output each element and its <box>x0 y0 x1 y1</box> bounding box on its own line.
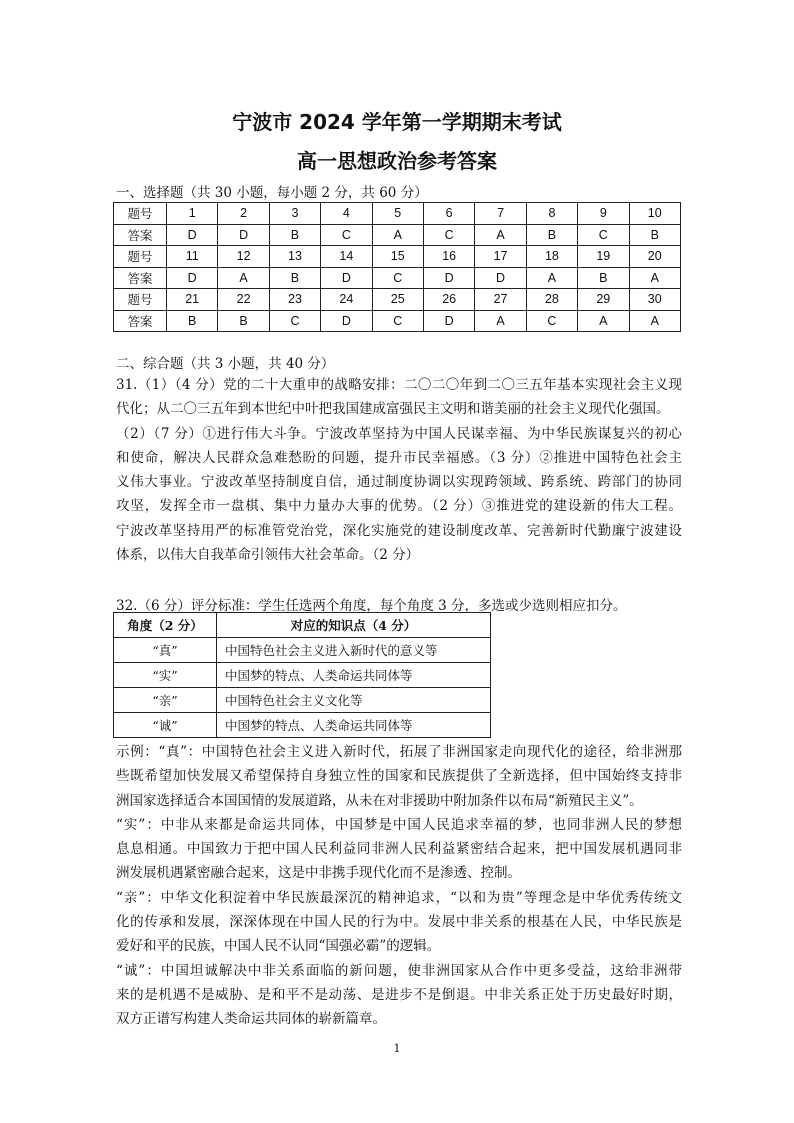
text-line: 洲发展机遇紧密融合起来，这是中非携手现代化而不是渗透、控制。 <box>116 865 521 882</box>
table-cell: “诚” <box>114 713 217 738</box>
text-line: “诚”：中国坦诚解决中非关系面临的新问题，使非洲国家从合作中更多受益，这给非洲带 <box>116 962 682 979</box>
text-line: （2）（7 分）①进行伟大斗争。宁波改革坚持为中国人民谋幸福、为中华民族谋复兴的初心 <box>116 425 682 442</box>
table-cell: 22 <box>218 289 269 311</box>
table-cell: A <box>629 310 680 332</box>
table-cell: 5 <box>372 203 423 225</box>
question-31-answer <box>116 373 682 567</box>
table-cell: C <box>269 310 320 332</box>
table-cell: B <box>578 267 629 289</box>
table-cell: 答案 <box>114 267 167 289</box>
table-cell: C <box>372 267 423 289</box>
text-line: “实”：中非从来都是命运共同体，中国梦是中国人民追求幸福的梦，也同非洲人民的梦想 <box>116 816 682 833</box>
table-cell: 30 <box>629 289 680 311</box>
text-line: 义伟大事业。宁波改革坚持制度自信，通过制度协调以实现跨领域、跨系统、跨部门的协同 <box>116 474 682 491</box>
table-cell: C <box>321 224 372 246</box>
table-cell: A <box>526 267 577 289</box>
table-cell: D <box>218 224 269 246</box>
section-2-heading: 二、综合题（共 3 小题，共 40 分） <box>116 356 335 372</box>
table-cell: 15 <box>372 246 423 268</box>
table-cell: D <box>475 267 526 289</box>
text-line: 体系，以伟大自我革命引领伟大社会革命。（2 分） <box>116 547 420 564</box>
table-cell: 14 <box>321 246 372 268</box>
text-line: 爱好和平的民族，中国人民不认同“国强必霸”的逻辑。 <box>116 938 441 955</box>
table-cell: C <box>578 224 629 246</box>
table-cell: 10 <box>629 203 680 225</box>
table-cell: A <box>372 224 423 246</box>
table-cell: 答案 <box>114 224 167 246</box>
table-cell: 8 <box>526 203 577 225</box>
table-row <box>114 289 681 311</box>
document-subtitle: 高一思想政治参考答案 <box>297 149 497 173</box>
table-cell: A <box>218 267 269 289</box>
table-cell: D <box>423 267 474 289</box>
table-cell: 18 <box>526 246 577 268</box>
table-cell: 中国梦的特点、人类命运共同体等 <box>217 663 491 688</box>
table-cell: 29 <box>578 289 629 311</box>
table-cell: 9 <box>578 203 629 225</box>
table-cell: 16 <box>423 246 474 268</box>
table-cell: B <box>167 310 218 332</box>
text-line: 化的传承和发展，深深体现在中国人民的行为中。发展中非关系的根基在人民，中华民族是 <box>116 914 682 931</box>
table-cell: 答案 <box>114 310 167 332</box>
table-cell: D <box>321 267 372 289</box>
table-cell: 24 <box>321 289 372 311</box>
table-cell: B <box>269 224 320 246</box>
table-row <box>114 267 681 289</box>
table-cell: 题号 <box>114 289 167 311</box>
table-cell: B <box>629 224 680 246</box>
table-row <box>114 688 491 713</box>
text-line: 些既希望加快发展又希望保持自身独立性的国家和民族提供了全新选择，但中国始终支持非 <box>116 768 682 785</box>
table-cell: 1 <box>167 203 218 225</box>
table-cell: “实” <box>114 663 217 688</box>
text-line: “亲”：中华文化积淀着中华民族最深沉的精神追求，“以和为贵”等理念是中华优秀传统文 <box>116 889 682 906</box>
table-cell: 2 <box>218 203 269 225</box>
table-row <box>114 246 681 268</box>
table-cell: B <box>218 310 269 332</box>
table-cell: 23 <box>269 289 320 311</box>
table-cell: 3 <box>269 203 320 225</box>
text-line: 洲国家选择适合本国国情的发展道路，从未在对非援助中附加条件以布局“新殖民主义”。 <box>116 792 643 809</box>
table-cell: 13 <box>269 246 320 268</box>
table-cell: 25 <box>372 289 423 311</box>
table-cell: 26 <box>423 289 474 311</box>
table-cell: “亲” <box>114 688 217 713</box>
table-cell: 7 <box>475 203 526 225</box>
table-cell: 角度（2 分） <box>114 613 217 638</box>
table-cell: A <box>475 224 526 246</box>
table-cell: B <box>269 267 320 289</box>
text-line: 31.（1）（4 分）党的二十大重申的战略安排：二〇二〇年到二〇三五年基本实现社会主义现 <box>116 377 682 393</box>
table-row <box>114 224 681 246</box>
document-title: 宁波市 2024 学年第一学期期末考试 <box>232 110 562 134</box>
table-cell: D <box>167 224 218 246</box>
table-cell: 19 <box>578 246 629 268</box>
table-cell: 21 <box>167 289 218 311</box>
table-cell: C <box>372 310 423 332</box>
text-line: 宁波改革坚持用严的标准管党治党，深化实施党的建设制度改革、完善新时代勤廉宁波建设 <box>116 522 682 539</box>
table-cell: D <box>167 267 218 289</box>
text-line: 息息相通。中国致力于把中国人民利益同非洲人民利益紧密结合起来，把中国发展机遇同非 <box>116 841 682 858</box>
table-cell: 20 <box>629 246 680 268</box>
text-line: 示例：“真”：中国特色社会主义进入新时代，拓展了非洲国家走向现代化的途径，给非洲那 <box>116 744 682 760</box>
table-cell: C <box>423 224 474 246</box>
table-cell: 中国梦的特点、人类命运共同体等 <box>217 713 491 738</box>
table-cell: A <box>578 310 629 332</box>
table-cell: D <box>321 310 372 332</box>
text-line: 攻坚，发挥全市一盘棋、集中力量办大事的优势。（2 分）③推进党的建设新的伟大工程。 <box>116 498 682 515</box>
table-row <box>114 713 491 738</box>
table-cell: 6 <box>423 203 474 225</box>
table-row <box>114 203 681 225</box>
table-row <box>114 663 491 688</box>
table-cell: 题号 <box>114 203 167 225</box>
table-cell: 27 <box>475 289 526 311</box>
table-cell: 17 <box>475 246 526 268</box>
table-cell: 12 <box>218 246 269 268</box>
choice-answer-table <box>113 202 681 332</box>
table-cell: 4 <box>321 203 372 225</box>
table-cell: C <box>526 310 577 332</box>
table-cell: D <box>423 310 474 332</box>
table-cell: 28 <box>526 289 577 311</box>
table-row <box>114 310 681 332</box>
page-number: 1 <box>393 1042 401 1055</box>
text-line: 双方正谱写构建人类命运共同体的崭新篇章。 <box>116 1011 386 1028</box>
question-32-header: 32.（6 分）评分标准：学生任选两个角度，每个角度 3 分，多选或少选则相应扣分。 <box>116 598 627 614</box>
table-cell: 对应的知识点（4 分） <box>217 613 491 638</box>
table-cell: B <box>526 224 577 246</box>
text-line: 和使命，解决人民群众急难愁盼的问题，提升市民幸福感。（3 分）②推进中国特色社会主 <box>116 449 682 466</box>
question-32-scoring-table <box>113 612 491 738</box>
section-1-heading: 一、选择题（共 30 小题，每小题 2 分，共 60 分） <box>116 185 428 201</box>
text-line: 来的是机遇不是威胁、是和平不是动荡、是进步不是倒退。中非关系正处于历史最好时期， <box>116 986 682 1003</box>
table-cell: 中国特色社会主义文化等 <box>217 688 491 713</box>
table-cell: 11 <box>167 246 218 268</box>
table-cell: “真” <box>114 638 217 663</box>
table-row <box>114 638 491 663</box>
table-cell: 中国特色社会主义进入新时代的意义等 <box>217 638 491 663</box>
question-32-example <box>116 740 682 1032</box>
table-cell: A <box>629 267 680 289</box>
table-row <box>114 613 491 638</box>
table-cell: A <box>475 310 526 332</box>
table-cell: 题号 <box>114 246 167 268</box>
text-line: 代化；从二〇三五年到本世纪中叶把我国建成富强民主文明和谐美丽的社会主义现代化强国。 <box>116 401 670 418</box>
